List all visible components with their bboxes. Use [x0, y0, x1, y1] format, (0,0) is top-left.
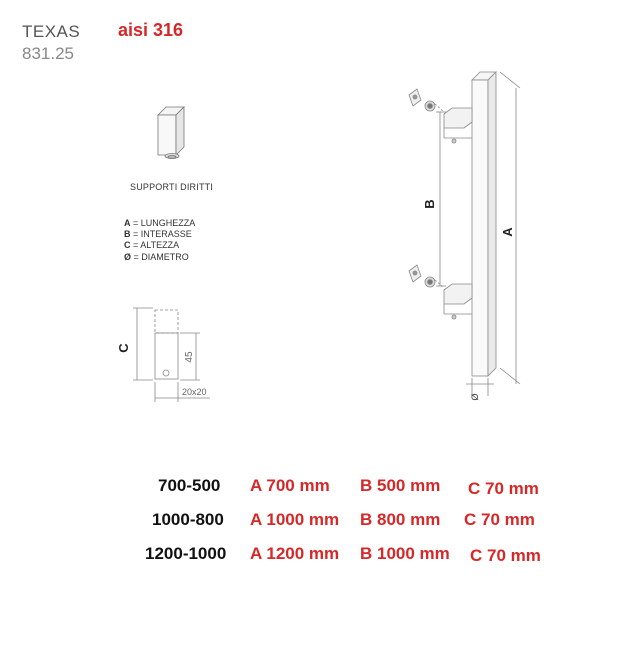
- size-c: C 70 mm: [468, 479, 539, 498]
- label-diameter: Ø: [470, 393, 480, 401]
- legend-item: B = INTERASSE: [124, 229, 192, 239]
- size-model: 1200-1000: [145, 544, 227, 563]
- label-section: 20x20: [182, 387, 207, 397]
- size-b: B 500 mm: [360, 476, 441, 495]
- legend-item: C = ALTEZZA: [124, 240, 180, 250]
- size-row: [0, 544, 644, 568]
- support-3d-sketch: [158, 107, 184, 159]
- size-model: 1000-800: [152, 510, 224, 529]
- supports-caption: SUPPORTI DIRITTI: [130, 182, 214, 192]
- size-a: A 700 mm: [250, 476, 330, 495]
- legend-item: Ø = DIAMETRO: [124, 252, 189, 262]
- legend-item: A = LUNGHEZZA: [124, 218, 196, 228]
- size-b: B 800 mm: [360, 510, 441, 529]
- size-c: C 70 mm: [470, 546, 541, 565]
- material-label: aisi 316: [118, 20, 184, 40]
- label-a: A: [500, 227, 515, 237]
- size-c: C 70 mm: [464, 510, 535, 529]
- size-row: [0, 510, 644, 534]
- label-c: C: [116, 343, 131, 353]
- product-code: 831.25: [22, 44, 74, 63]
- size-a: A 1000 mm: [250, 510, 340, 529]
- size-model: 700-500: [158, 476, 221, 495]
- size-b: B 1000 mm: [360, 544, 450, 563]
- label-b: B: [422, 199, 437, 209]
- label-45: 45: [184, 351, 195, 363]
- product-title: TEXAS: [22, 22, 81, 41]
- size-a: A 1200 mm: [250, 544, 340, 563]
- size-row: [0, 476, 644, 500]
